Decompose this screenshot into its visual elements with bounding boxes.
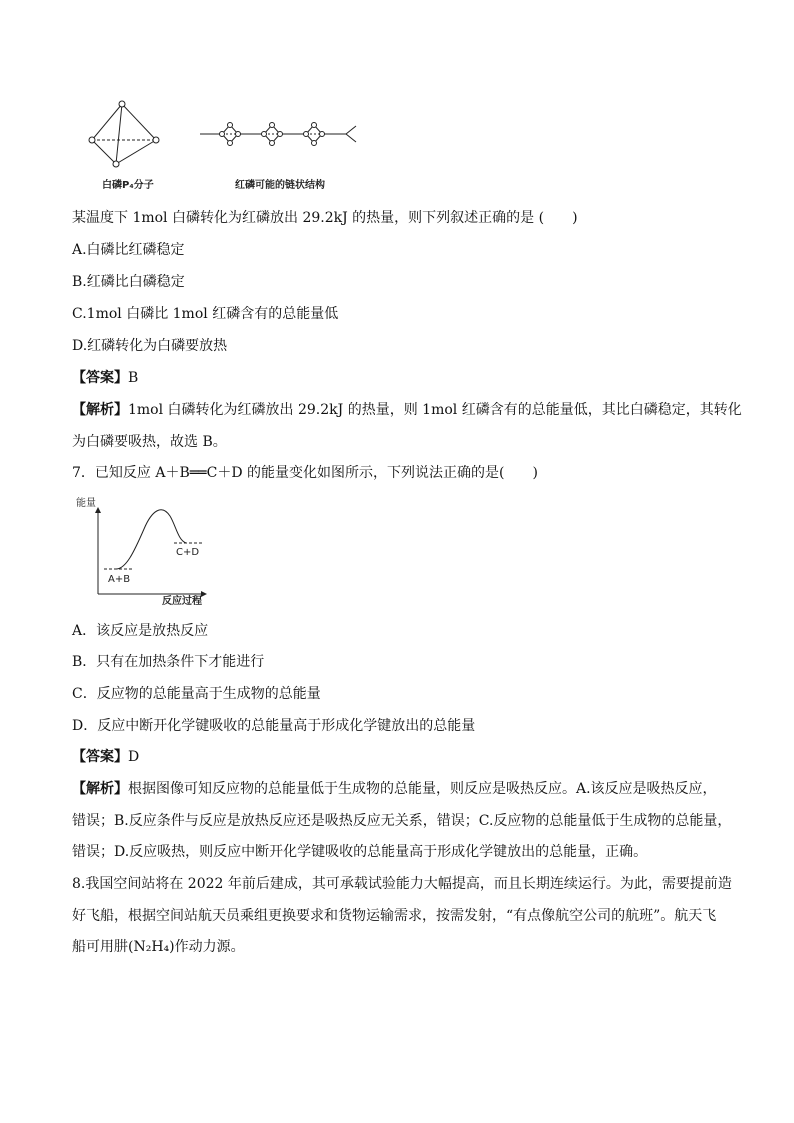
energy-axis-label: 能量 — [76, 498, 96, 509]
q6-option-a: A.白磷比红磷稳定 — [72, 242, 185, 258]
q7-option-b: B．只有在加热条件下才能进行 — [72, 654, 265, 670]
answer-value: D — [128, 749, 140, 765]
q7-option-a: A．该反应是放热反应 — [72, 623, 209, 639]
q6-option-b: B.红磷比白磷稳定 — [72, 274, 185, 290]
q7-analysis — [72, 779, 717, 799]
reaction-process-label: 反应过程 — [162, 596, 202, 606]
answer-tag: 【答案】 — [72, 370, 128, 386]
q6-answer — [72, 368, 138, 388]
q6-option-d: D.红磷转化为白磷要放热 — [72, 338, 228, 354]
energy-curve — [116, 510, 186, 569]
q6-analysis-cont: 为白磷要吸热，故选 B。 — [72, 434, 227, 450]
q7-option-d: D．反应中断开化学键吸收的总能量高于形成化学键放出的总能量 — [72, 718, 476, 734]
reactant-label: A+B — [108, 574, 131, 585]
product-label: C+D — [176, 547, 200, 558]
q7-analysis-cont-1: 错误；B.反应条件与反应是放热反应还是吸热反应无关系，错误；C.反应物的总能量低于生成物的总能量， — [72, 813, 732, 829]
answer-tag: 【答案】 — [72, 749, 128, 765]
analysis-tag: 【解析】 — [72, 781, 128, 797]
q7-analysis-cont-2: 错误；D.反应吸热，则反应中断开化学键吸收的总能量高于形成化学键放出的总能量，正确。 — [72, 844, 648, 860]
q8-line-2: 好飞船，根据空间站航天员乘组更换要求和货物运输需求，按需发射，“有点像航空公司的航班”。航天飞 — [72, 908, 717, 924]
q6-option-c: C.1mol 白磷比 1mol 红磷含有的总能量低 — [72, 306, 339, 322]
analysis-text: 根据图像可知反应物的总能量低于生成物的总能量，则反应是吸热反应。A.该反应是吸热反应， — [128, 781, 717, 797]
q6-analysis — [72, 400, 742, 420]
q7-option-c: C．反应物的总能量高于生成物的总能量 — [72, 686, 321, 702]
phosphorus-structures-figure — [80, 98, 370, 193]
answer-value: B — [128, 370, 139, 386]
red-phosphorus-caption: 红磷可能的链状结构 — [235, 180, 325, 191]
q7-answer — [72, 747, 139, 767]
energy-diagram — [74, 494, 214, 606]
q6-stem: 某温度下 1mol 白磷转化为红磷放出 29.2kJ 的热量，则下列叙述正确的是 ( ) — [72, 210, 578, 226]
analysis-text: 1mol 白磷转化为红磷放出 29.2kJ 的热量，则 1mol 红磷含有的总能量低，其比白磷稳定，其转化 — [128, 402, 742, 418]
q8-line-1: 8.我国空间站将在 2022 年前后建成，其可承载试验能力大幅提高，而且长期连续运行。为此，需要提前造 — [72, 876, 732, 892]
analysis-tag: 【解析】 — [72, 402, 128, 418]
white-phosphorus-molecule — [92, 104, 156, 164]
q8-line-3: 船可用肼(N₂H₄)作动力源。 — [72, 939, 245, 955]
white-phosphorus-caption: 白磷P₄分子 — [102, 180, 154, 191]
q7-stem: 7．已知反应 A＋B══C＋D 的能量变化如图所示，下列说法正确的是( ) — [72, 465, 538, 481]
